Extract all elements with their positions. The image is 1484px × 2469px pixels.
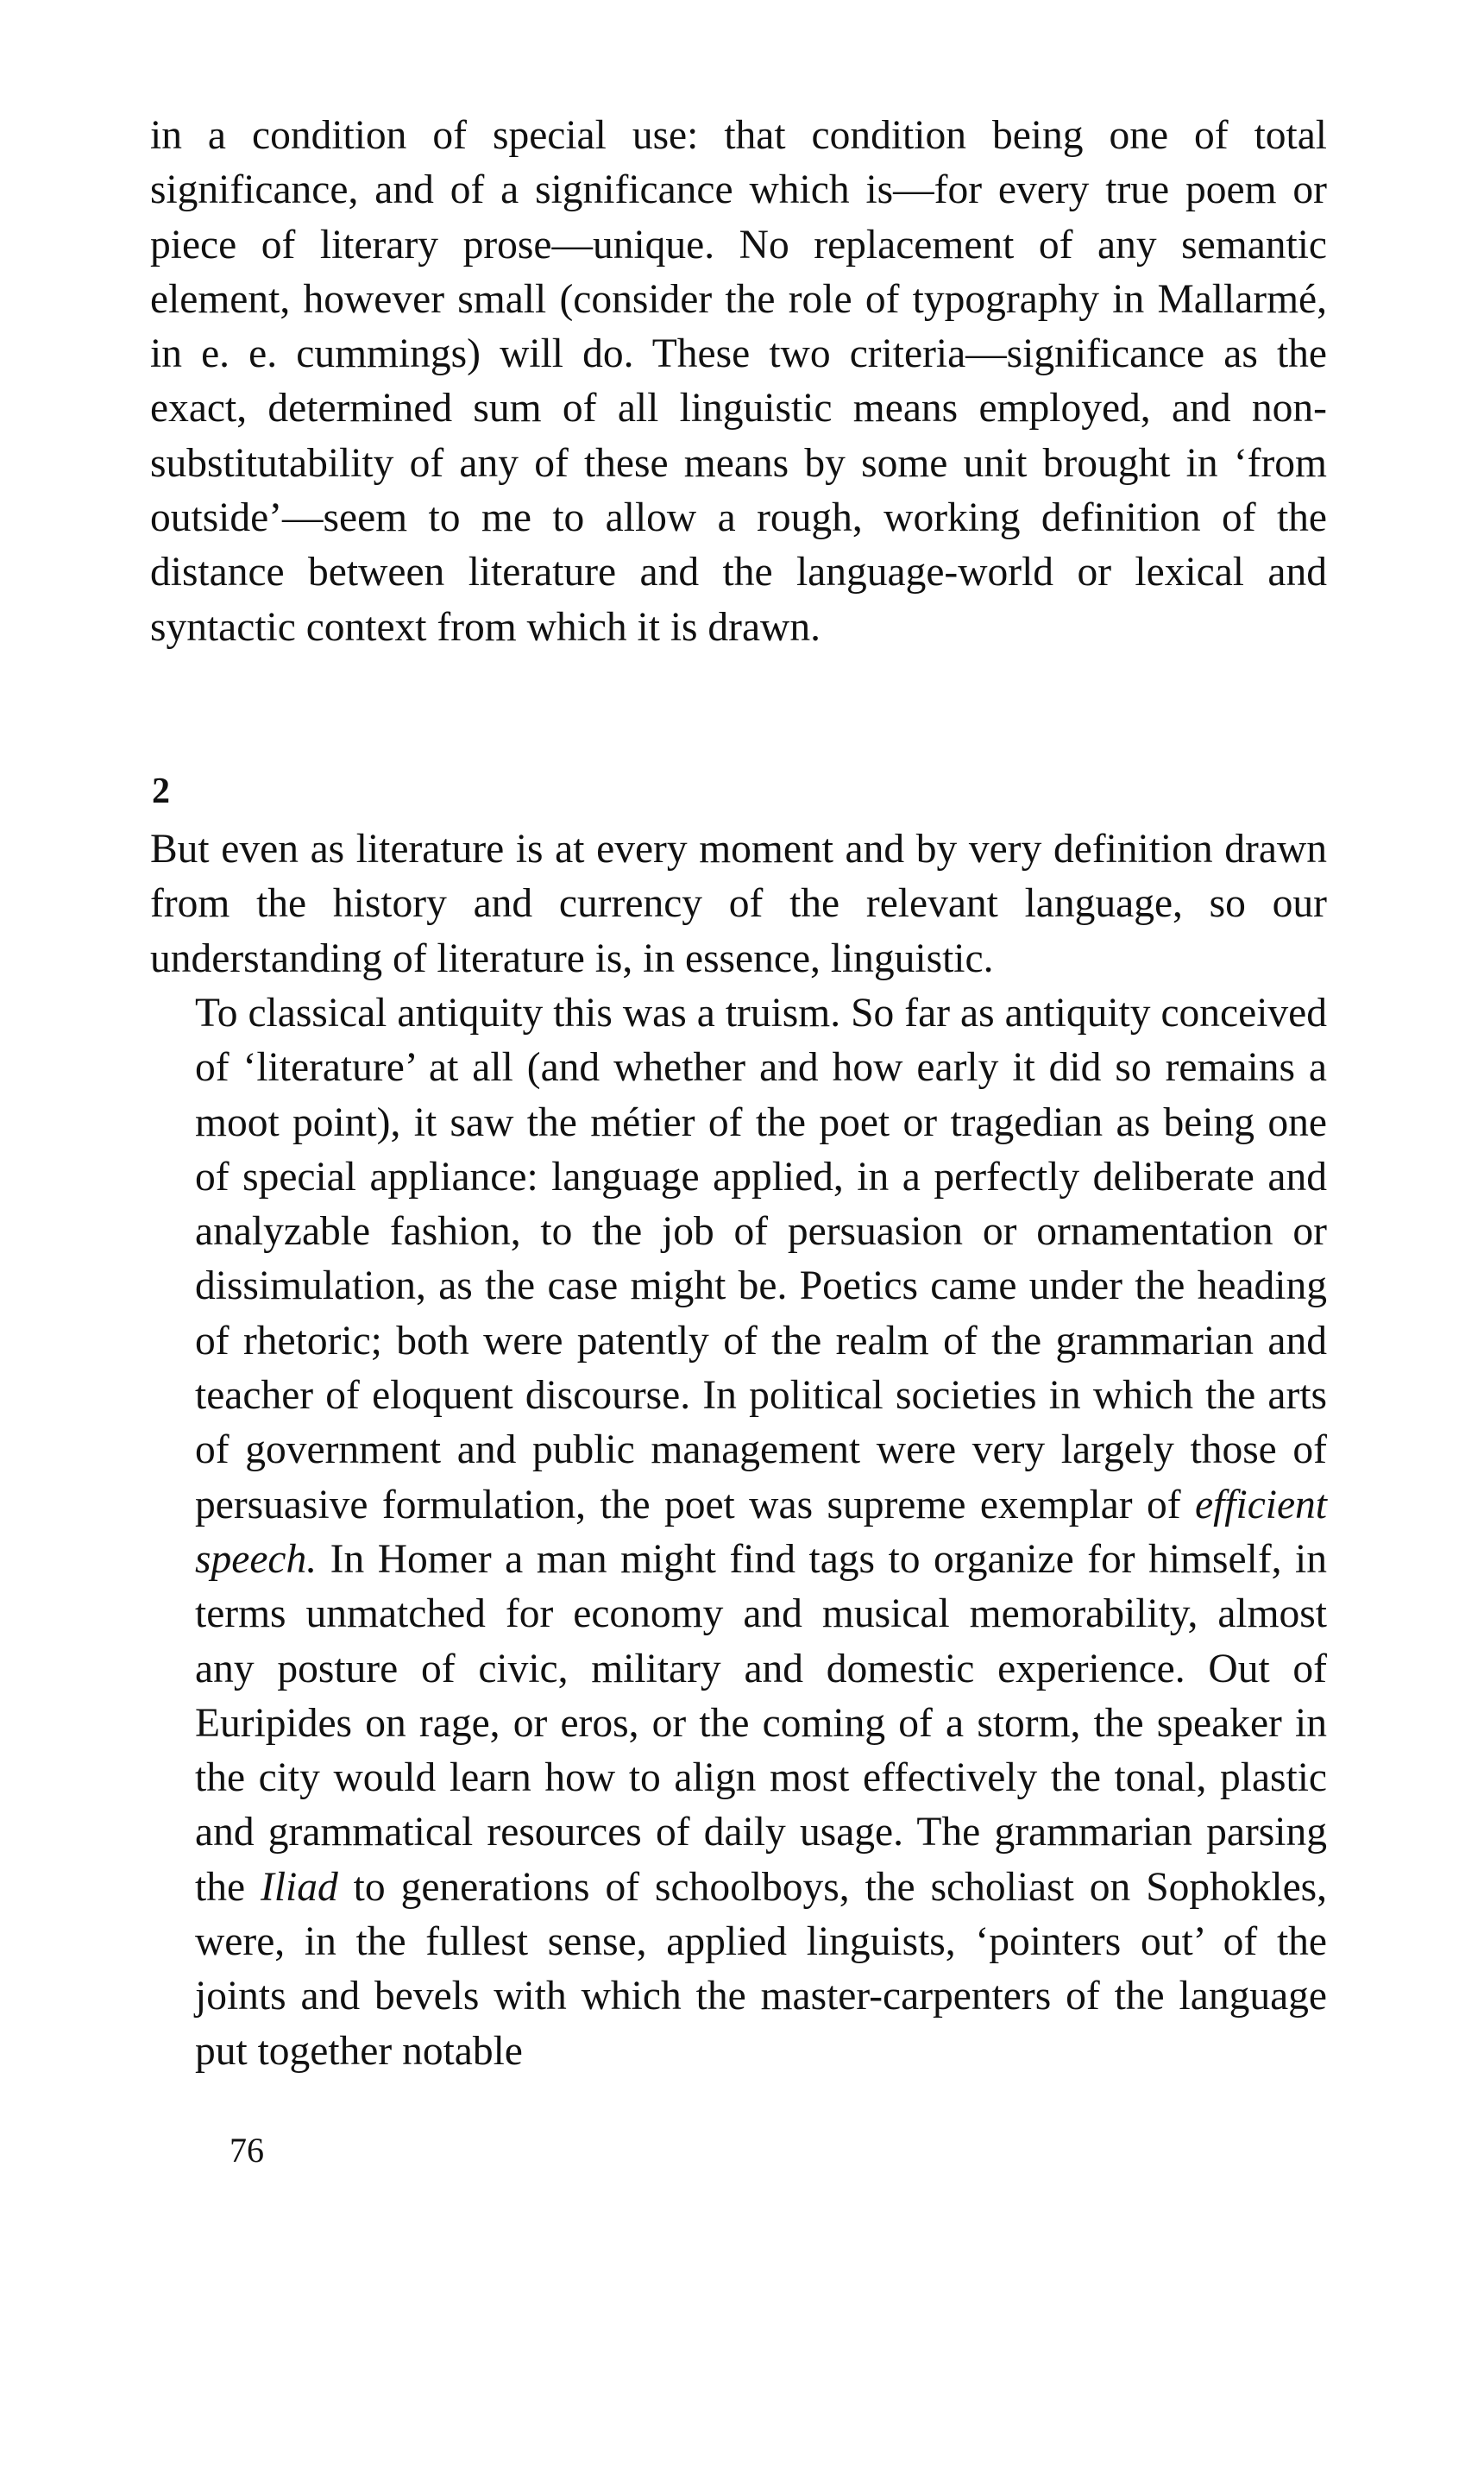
body-text-main [150, 986, 1327, 2079]
paragraph-text-part-3: to generations of schoolboys, the scholiast on Sophokles, were, in the fullest sense, applied linguists, ‘pointers out’ of the joints and bevels with which the master-carpenters of the language put together notable [195, 1864, 1328, 2074]
body-text-top [150, 109, 1327, 655]
emphasis-iliad: Iliad [261, 1864, 338, 1910]
paragraph-section-opening: But even as literature is at every moment and by very definition drawn from the history and currency of the relevant language, so our understanding of literature is, in essence, linguistic. [150, 827, 1327, 981]
paragraph-classical-antiquity [150, 986, 1327, 2079]
paragraph-text-part-2: In Homer a man might find tags to organize for himself, in terms unmatched for economy and musical memorability, almost any posture of civic, military and domestic experience. Out of Euripides on rage, or eros, or the coming of a storm, the speaker in the city would learn how to align most effectively the tonal, plastic and grammatical resources of daily usage. The grammarian parsing the [195, 1536, 1327, 1910]
page-number: 76 [230, 2131, 264, 2170]
section-number: 2 [152, 772, 170, 811]
paragraph-text-part-1: To classical antiquity this was a truism. So far as antiquity conceived of ‘literature’ at all (and whether and how early it did so remains a moot point), it saw the métier of the poet or tragedian as being one of special appliance: language applied, in a perfectly deliberate and analyzable fashion, to the job of persuasion or ornamentation or dissimulation, as the case might be. Poetics came under the heading of rhetoric; both were patently of the realm of the grammarian and teacher of eloquent discourse. In political societies in which the arts of government and public management were very largely those of persuasive formulation, the poet was supreme exemplar of [195, 991, 1327, 1527]
body-text-section-opening [150, 822, 1327, 986]
emphasis-efficient-speech: efficient speech. [195, 1482, 1327, 1582]
paragraph-continuation: in a condition of special use: that condition being one of total significance, and of a significance which is—for every true poem or piece of literary prose—unique. No replacement of any semantic element, however small (consider the role of typography in Mallarmé, in e. e. cummings) will do. These two criteria—significance as the exact, determined sum of all linguistic means employed, and non-substitutability of any of these means by some unit brought in ‘from outside’—seem to me to allow a rough, working definition of the distance between literature and the language-world or lexical and syntactic context from which it is drawn. [150, 113, 1327, 650]
